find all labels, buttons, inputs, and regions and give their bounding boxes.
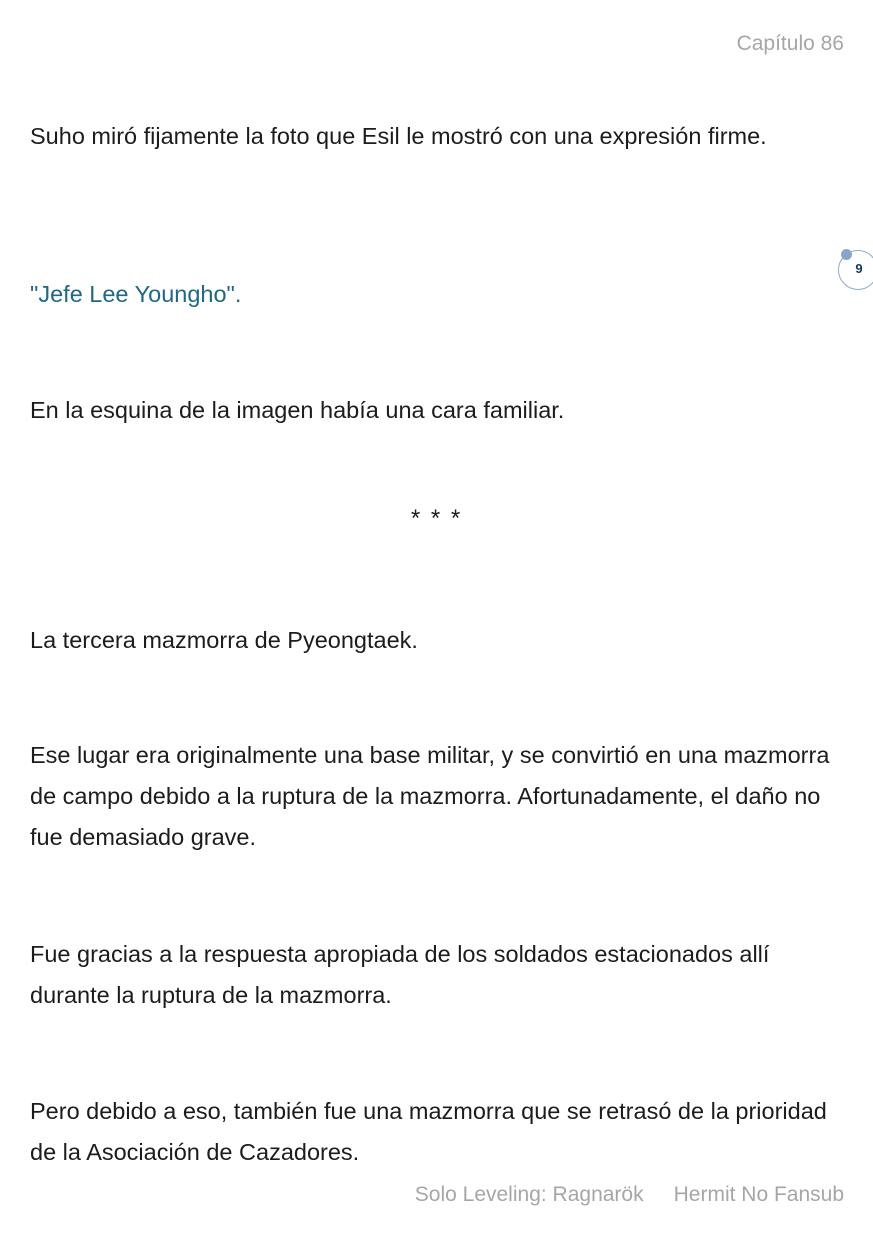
badge-dot-icon — [841, 249, 852, 260]
novel-title: Solo Leveling: Ragnarök — [414, 1183, 644, 1206]
dialogue-quote: "Jefe Lee Youngho". — [30, 281, 242, 307]
paragraph: Suho miró fijamente la foto que Esil le mostró con una expresión firme. — [30, 123, 767, 149]
paragraph: La tercera mazmorra de Pyeongtaek. — [30, 627, 418, 653]
paragraph: En la esquina de la imagen había una cara familiar. — [30, 397, 565, 423]
comment-count: 9 — [855, 261, 863, 276]
footer — [415, 1183, 844, 1207]
paragraph: Ese lugar era originalmente una base militar, y se convirtió en una mazmorra de campo debido a la ruptura de la mazmorra. Afortunadamente, el daño no fue demasiado grave. — [30, 742, 830, 850]
paragraph: Fue gracias a la respuesta apropiada de los soldados estacionados allí durante la ruptura de la mazmorra. — [30, 941, 770, 1008]
chapter-label: Capítulo 86 — [736, 32, 844, 55]
paragraph: Pero debido a eso, también fue una mazmorra que se retrasó de la prioridad de la Asociación de Cazadores. — [30, 1098, 827, 1165]
translator-group: Hermit No Fansub — [673, 1183, 844, 1206]
scene-break: * * * — [410, 505, 463, 532]
